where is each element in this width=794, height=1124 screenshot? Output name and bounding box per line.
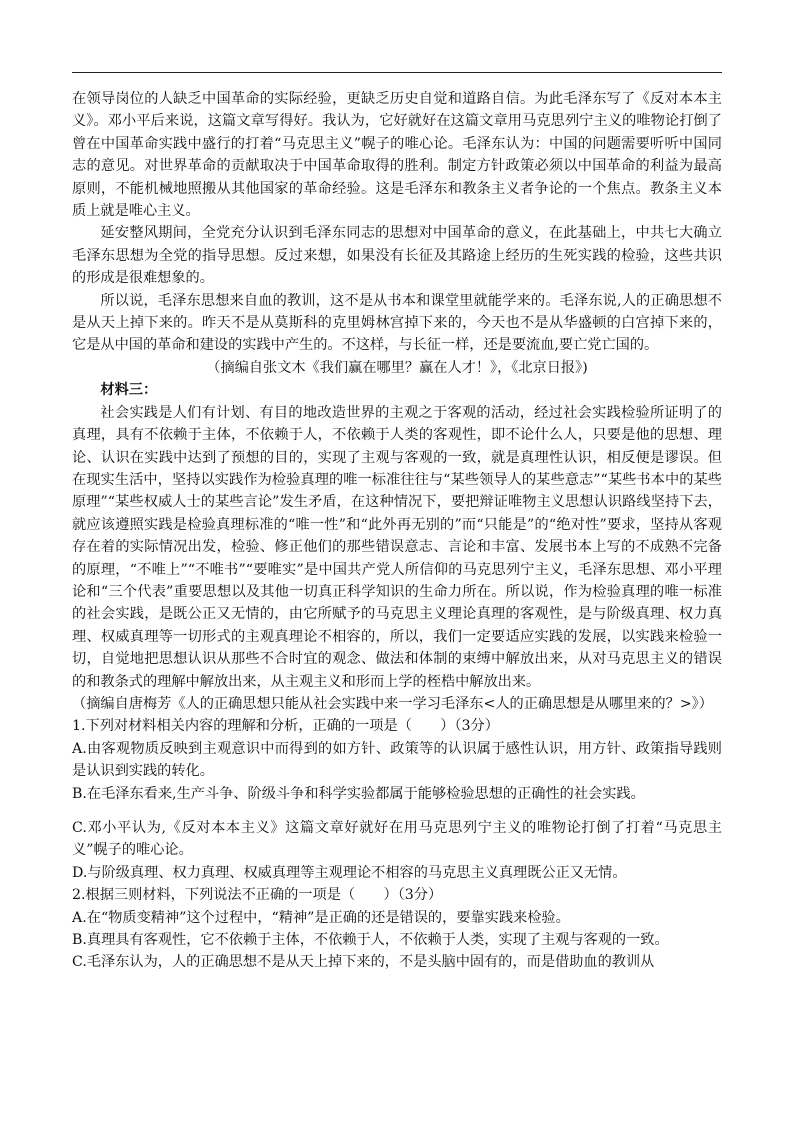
paragraph-yanan-rectification: 延安整风期间，全党充分认识到毛泽东同志的思想对中国革命的意义，在此基础上，中共七大确立毛泽东思想为全党的指导思想。反过来想，如果没有长征及其路途上经历的生死实践的检验，这些共识的形成是很难想象的。 bbox=[72, 225, 722, 287]
question-1-option-d: D.与阶级真理、权力真理、权威真理等主观理论不相容的马克思主义真理既公正又无情。 bbox=[72, 864, 627, 881]
paragraph-blood-lessons: 所以说，毛泽东思想来自血的教训，这不是从书本和课堂里就能学来的。毛泽东说,人的正确思想不是从天上掉下来的。昨天不是从莫斯科的克里姆林宫掉下来的，今天也不是从华盛顿的白宫掉下来的，它是从中国的革命和建设的实践中产生的。不这样，与长征一样，还是要流血,要亡党亡国的。 bbox=[72, 292, 722, 354]
question-1-option-c: C.邓小平认为,《反对本本主义》这篇文章好就好在用马克思列宁主义的唯物论打倒了打着“马克思主义”幌子的唯心论。 bbox=[72, 820, 722, 859]
document-body bbox=[72, 88, 722, 974]
paragraph-anti-bookism: 在领导岗位的人缺乏中国革命的实际经验，更缺乏历史自觉和道路自信。为此毛泽东写了《反对本本主义》。邓小平后来说，这篇文章写得好。我认为，它好就好在这篇文章用马克思列宁主义的唯物论打倒了曾在中国革命实践中盛行的打着“马克思主义”幌子的唯心论。毛泽东认为：中国的问题需要听听中国同志的意见。对世界革命的贡献取决于中国革命取得的胜利。制定方针政策必须以中国革命的利益为最高原则，不能机械地照搬从其他国家的革命经验。这是毛泽东和教条主义者争论的一个焦点。教条主义本质上就是唯心主义。 bbox=[72, 91, 722, 220]
question-2-option-c: C.毛泽东认为，人的正确思想不是从天上掉下来的，不是头脑中固有的，而是借助血的教训从 bbox=[72, 954, 655, 971]
question-1: 1.下列对材料相关内容的理解和分析，正确的一项是（ ）（3分） bbox=[72, 718, 499, 735]
question-1-option-a: A.由客观物质反映到主观意识中而得到的如方针、政策等的认识属于感性认识，用方针、政策指导践则是认识到实践的转化。 bbox=[72, 740, 722, 780]
spacer bbox=[72, 805, 722, 817]
source-citation-2: （摘编自唐梅芳《人的正确思想只能从社会实践中来一学习毛泽东<人的正确思想是从哪里来的？>》） bbox=[72, 695, 713, 712]
question-1-option-b: B.在毛泽东看来,生产斗争、阶级斗争和科学实验都属于能够检验思想的正确性的社会实践。 bbox=[72, 785, 645, 802]
source-citation-1: （摘编自张文木《我们赢在哪里？赢在人才！》，《北京日报》) bbox=[206, 359, 588, 376]
material-three-heading: 材料三： bbox=[100, 382, 158, 399]
question-2-option-b: B.真理具有客观性，它不依赖于主体，不依赖于人，不依赖于人类，实现了主观与客观的一致。 bbox=[72, 932, 669, 949]
paragraph-social-practice: 社会实践是人们有计划、有目的地改造世界的主观之于客观的活动，经过社会实践检验所证明了的真理，具有不依赖于主体，不依赖于人，不依赖于人类的客观性，即不论什么人，只要是他的思想、理论、认识在实践中达到了预想的目的，实现了主观与客观的一致，就是真理性认识，相反便是谬误。但在现实生活中，坚持以实践作为检验真理的唯一标准往往与“某些领导人的某些意志”“某些书本中的某些原理”“某些权威人士的某些言论”发生矛盾，在这种情况下，要把辩证唯物主义思想认识路线坚持下去，就应该遵照实践是检验真理标准的“唯一性”和“此外再无别的”而“只能是”的“绝对性”要求，坚持从客观存在着的实际情况出发，检验、修正他们的那些错误意志、言论和丰富、发展书本上写的不成熟不完备的原理，“不唯上”“不唯书”“要唯实”是中国共产党人所信仰的马克思列宁主义，毛泽东思想、邓小平理论和“三个代表”重要思想以及其他一切真正科学知识的生命力所在。所以说，作为检验真理的唯一标准的社会实践，是既公正又无情的，由它所赋予的马克思主义理论真理的客观性，是与阶级真理、权力真理、权威真理等一切形式的主观真理论不相容的，所以，我们一定要适应实践的发展，以实践来检验一切，自觉地把思想认识从那些不合时宜的观念、做法和体制的束缚中解放出来，从对马克思主义的错误的和教条式的理解中解放出来，从主观主义和形而上学的桎梏中解放出来。 bbox=[72, 404, 722, 690]
question-2: 2.根据三则材料，下列说法不正确的一项是（ ）（3分） bbox=[72, 887, 443, 904]
header-rule bbox=[72, 72, 722, 73]
question-2-option-a: A.在“物质变精神”这个过程中，“精神”是正确的还是错误的，要靠实践来检验。 bbox=[72, 909, 570, 926]
